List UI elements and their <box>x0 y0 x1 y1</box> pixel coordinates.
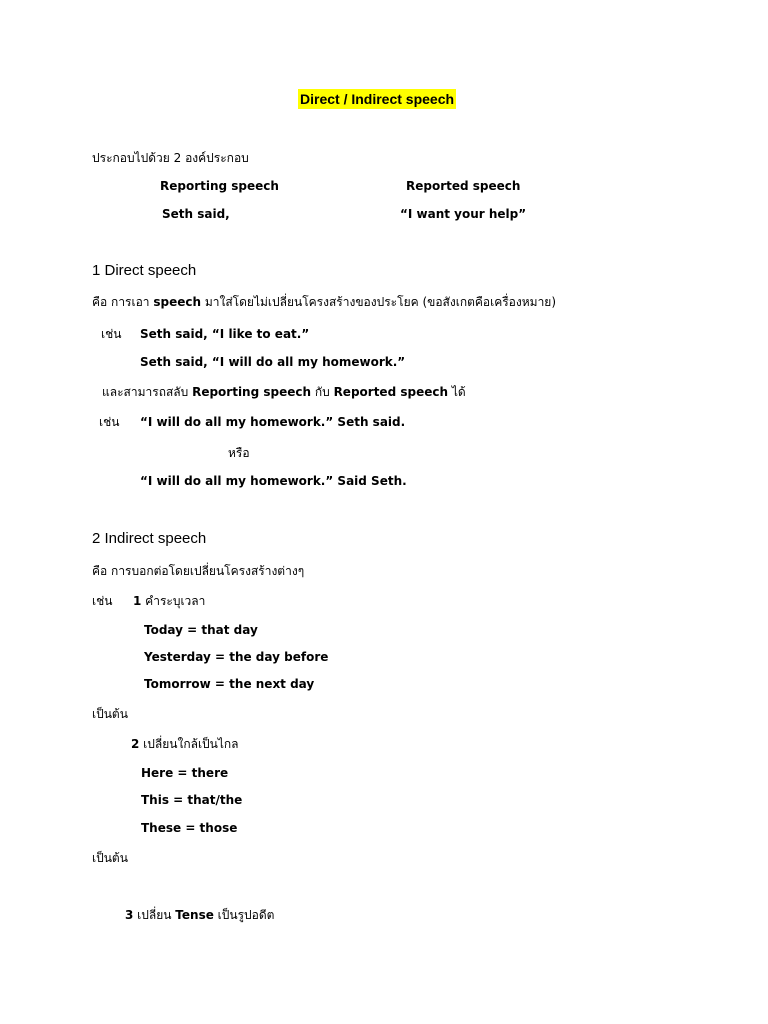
time-row-1: Today = that day <box>144 623 258 637</box>
place-row-3: These = those <box>141 821 238 835</box>
intro-line: ประกอบไปด้วย 2 องค์ประกอบ <box>92 151 249 165</box>
example-label: เช่น <box>101 327 122 341</box>
item2-heading <box>131 736 239 752</box>
item1-heading <box>133 593 205 609</box>
definition-text-pre: คือ การเอา <box>92 295 154 309</box>
item3-number: 3 <box>125 908 134 922</box>
reporting-speech-example: Seth said, <box>162 207 230 221</box>
swap-text-mid: กับ <box>311 385 334 399</box>
item3-post: เป็นรูปอดีต <box>213 908 275 922</box>
time-row-2: Yesterday = the day before <box>144 650 329 664</box>
swap-example-1: “I will do all my homework.” Seth said. <box>140 415 406 429</box>
time-row-3: Tomorrow = the next day <box>144 677 315 691</box>
section1-definition <box>92 294 556 310</box>
item1-label: คำระบุเวลา <box>141 594 206 608</box>
swap-text-post: ได้ <box>448 385 466 399</box>
item1-number: 1 <box>133 594 142 608</box>
item3-bold: Tense <box>175 908 214 922</box>
reported-speech-heading: Reported speech <box>406 179 521 193</box>
place-row-1: Here = there <box>141 766 229 780</box>
item3-mid: เปลี่ยน <box>133 908 176 922</box>
definition-text-bold: speech <box>153 295 202 309</box>
or-word: หรือ <box>228 446 250 460</box>
definition-text-post: มาใส่โดยไม่เปลี่ยนโครงสร้างของประโยค (ขอสังเกตคือเครื่องหมาย) <box>201 295 557 309</box>
example-label-2: เช่น <box>99 415 120 429</box>
swap-example-2: “I will do all my homework.” Said Seth. <box>140 474 407 488</box>
place-row-2: This = that/the <box>141 793 243 807</box>
section2-heading: 2 Indirect speech <box>92 530 207 547</box>
section2-example-label: เช่น <box>92 594 113 608</box>
swap-note <box>102 384 466 400</box>
reported-speech-example: “I want your help” <box>400 207 527 221</box>
direct-example-2: Seth said, “I will do all my homework.” <box>140 355 406 369</box>
swap-text-bold-2: Reported speech <box>333 385 449 399</box>
item3-heading <box>125 907 274 923</box>
swap-text-bold-1: Reporting speech <box>192 385 312 399</box>
section1-heading: 1 Direct speech <box>92 262 197 279</box>
page-title: Direct / Indirect speech <box>300 91 455 107</box>
section2-definition: คือ การบอกต่อโดยเปลี่ยนโครงสร้างต่างๆ <box>92 564 305 578</box>
direct-example-1: Seth said, “I like to eat.” <box>140 327 310 341</box>
swap-text-pre: และสามารถสลับ <box>102 385 193 399</box>
reporting-speech-heading: Reporting speech <box>160 179 279 193</box>
item2-label: เปลี่ยนใกล้เป็นไกล <box>139 737 239 751</box>
etc-1: เป็นต้น <box>92 707 128 721</box>
item2-number: 2 <box>131 737 140 751</box>
etc-2: เป็นต้น <box>92 851 128 865</box>
